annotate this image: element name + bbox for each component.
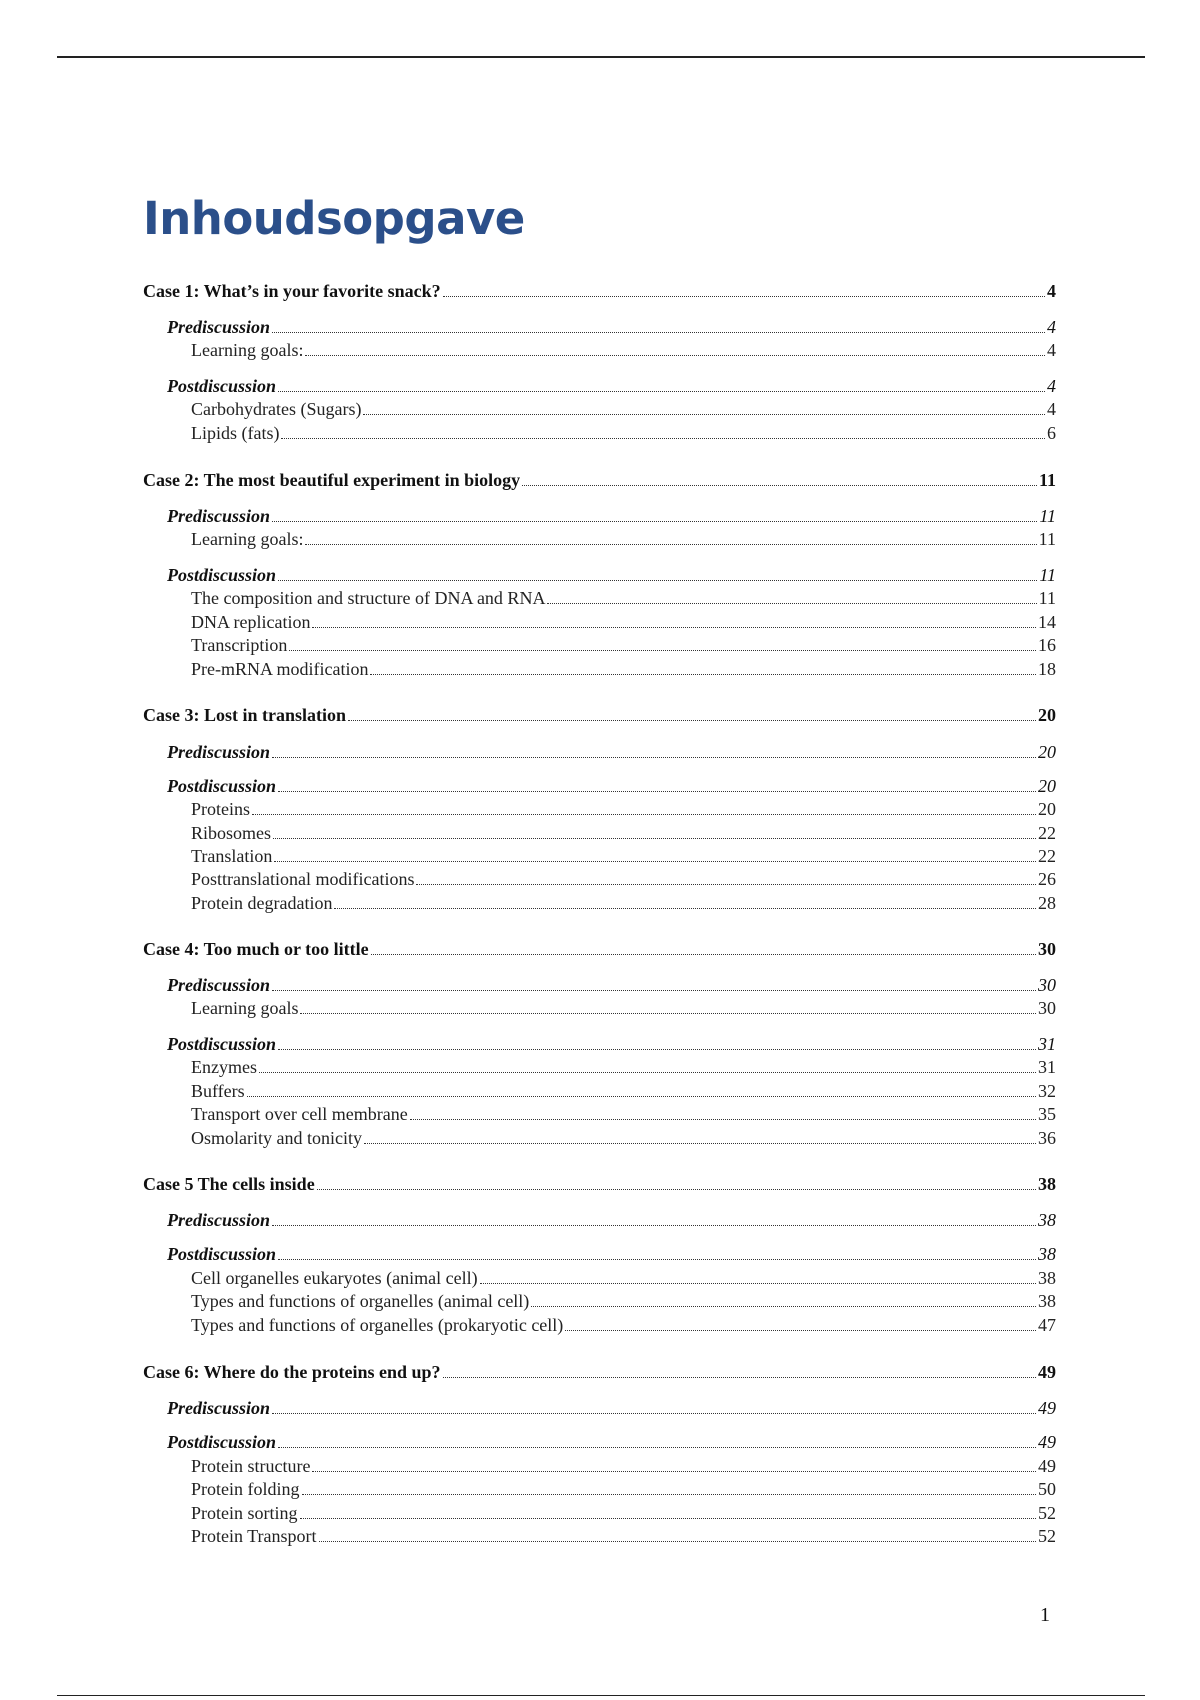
toc-dot-leader bbox=[273, 838, 1036, 839]
toc-dot-leader bbox=[370, 674, 1036, 675]
toc-page-number: 31 bbox=[1038, 1057, 1056, 1077]
toc-subsection-entry[interactable] bbox=[143, 1127, 1056, 1149]
toc-section-entry[interactable] bbox=[143, 1397, 1056, 1419]
toc-section-entry[interactable] bbox=[143, 1033, 1056, 1055]
toc-page-number: 38 bbox=[1038, 1244, 1056, 1264]
toc-dot-leader bbox=[522, 485, 1037, 486]
toc-label: Postdiscussion bbox=[167, 376, 277, 396]
toc-section-entry[interactable] bbox=[143, 741, 1056, 763]
toc-label: Prediscussion bbox=[167, 975, 271, 995]
toc-dot-leader bbox=[302, 1494, 1037, 1495]
toc-section-entry[interactable] bbox=[143, 1431, 1056, 1453]
toc-label: Transport over cell membrane bbox=[191, 1104, 408, 1124]
page-title: Inhoudsopgave bbox=[143, 192, 525, 245]
toc-page-number: 38 bbox=[1038, 1174, 1056, 1194]
toc-label: Protein folding bbox=[191, 1479, 300, 1499]
toc-subsection-entry[interactable] bbox=[143, 892, 1056, 914]
toc-label: Pre-mRNA modification bbox=[191, 659, 369, 679]
toc-label: Postdiscussion bbox=[167, 565, 277, 585]
toc-label: Case 4: Too much or too little bbox=[143, 939, 369, 959]
toc-dot-leader bbox=[272, 1225, 1036, 1226]
toc-subsection-entry[interactable] bbox=[143, 1290, 1056, 1312]
toc-dot-leader bbox=[278, 1049, 1036, 1050]
toc-page-number: 18 bbox=[1038, 659, 1056, 679]
toc-label: Postdiscussion bbox=[167, 1034, 277, 1054]
toc-subsection-entry[interactable] bbox=[143, 1455, 1056, 1477]
toc-page-number: 26 bbox=[1038, 869, 1056, 889]
toc-dot-leader bbox=[371, 954, 1036, 955]
header-rule bbox=[57, 56, 1145, 58]
toc-dot-leader bbox=[319, 1541, 1036, 1542]
toc-page-number: 4 bbox=[1047, 317, 1056, 337]
toc-page-number: 4 bbox=[1047, 399, 1056, 419]
toc-subsection-entry[interactable] bbox=[143, 1478, 1056, 1500]
toc-page-number: 30 bbox=[1038, 939, 1056, 959]
toc-label: Enzymes bbox=[191, 1057, 257, 1077]
toc-page-number: 20 bbox=[1038, 742, 1056, 762]
toc-label: Protein structure bbox=[191, 1456, 311, 1476]
toc-subsection-entry[interactable] bbox=[143, 1103, 1056, 1125]
toc-dot-leader bbox=[531, 1306, 1036, 1307]
toc-label: Prediscussion bbox=[167, 506, 271, 526]
toc-label: Types and functions of organelles (prokaryotic cell) bbox=[191, 1315, 564, 1335]
toc-page-number: 30 bbox=[1038, 975, 1056, 995]
toc-page-number: 38 bbox=[1038, 1268, 1056, 1288]
toc-section-entry[interactable] bbox=[143, 505, 1056, 527]
toc-dot-leader bbox=[547, 603, 1036, 604]
toc-case-entry[interactable] bbox=[143, 280, 1056, 302]
toc-subsection-entry[interactable] bbox=[143, 868, 1056, 890]
toc-dot-leader bbox=[281, 438, 1045, 439]
toc-subsection-entry[interactable] bbox=[143, 1502, 1056, 1524]
toc-section-entry[interactable] bbox=[143, 316, 1056, 338]
toc-subsection-entry[interactable] bbox=[143, 339, 1056, 361]
toc-page-number: 36 bbox=[1038, 1128, 1056, 1148]
toc-dot-leader bbox=[410, 1119, 1036, 1120]
toc-label: Protein Transport bbox=[191, 1526, 317, 1546]
toc-page-number: 11 bbox=[1039, 506, 1056, 526]
toc-dot-leader bbox=[272, 757, 1036, 758]
toc-subsection-entry[interactable] bbox=[143, 528, 1056, 550]
toc-page-number: 11 bbox=[1038, 588, 1056, 608]
toc-case-entry[interactable] bbox=[143, 704, 1056, 726]
toc-case-entry[interactable] bbox=[143, 1173, 1056, 1195]
toc-dot-leader bbox=[312, 1471, 1036, 1472]
toc-label: Types and functions of organelles (animal cell) bbox=[191, 1291, 530, 1311]
toc-subsection-entry[interactable] bbox=[143, 658, 1056, 680]
toc-subsection-entry[interactable] bbox=[143, 1267, 1056, 1289]
toc-page-number: 38 bbox=[1038, 1291, 1056, 1311]
toc-label: Transcription bbox=[191, 635, 288, 655]
toc-page-number: 11 bbox=[1038, 470, 1056, 490]
toc-dot-leader bbox=[443, 1377, 1036, 1378]
toc-case-entry[interactable] bbox=[143, 1361, 1056, 1383]
toc-dot-leader bbox=[348, 720, 1036, 721]
toc-dot-leader bbox=[272, 332, 1045, 333]
toc-label: Case 5 The cells inside bbox=[143, 1174, 315, 1194]
toc-page-number: 30 bbox=[1038, 998, 1056, 1018]
toc-page-number: 52 bbox=[1038, 1503, 1056, 1523]
toc-page-number: 4 bbox=[1047, 340, 1056, 360]
toc-dot-leader bbox=[252, 814, 1036, 815]
toc-subsection-entry[interactable] bbox=[143, 997, 1056, 1019]
toc-subsection-entry[interactable] bbox=[143, 611, 1056, 633]
toc-subsection-entry[interactable] bbox=[143, 398, 1056, 420]
toc-label: Posttranslational modifications bbox=[191, 869, 415, 889]
toc-dot-leader bbox=[317, 1189, 1036, 1190]
toc-label: Prediscussion bbox=[167, 1398, 271, 1418]
toc-dot-leader bbox=[305, 355, 1045, 356]
toc-label: Learning goals bbox=[191, 998, 299, 1018]
toc-label: Cell organelles eukaryotes (animal cell) bbox=[191, 1268, 478, 1288]
toc-dot-leader bbox=[305, 544, 1036, 545]
toc-subsection-entry[interactable] bbox=[143, 822, 1056, 844]
toc-label: Postdiscussion bbox=[167, 1244, 277, 1264]
toc-label: Case 1: What’s in your favorite snack? bbox=[143, 281, 441, 301]
toc-dot-leader bbox=[274, 861, 1036, 862]
toc-page-number: 31 bbox=[1038, 1034, 1056, 1054]
toc-label: Translation bbox=[191, 846, 273, 866]
toc-page-number: 49 bbox=[1038, 1398, 1056, 1418]
toc-label: Protein degradation bbox=[191, 893, 333, 913]
toc-page-number: 22 bbox=[1038, 846, 1056, 866]
toc-label: Case 2: The most beautiful experiment in biology bbox=[143, 470, 521, 490]
toc-subsection-entry[interactable] bbox=[143, 634, 1056, 656]
toc-subsection-entry[interactable] bbox=[143, 1056, 1056, 1078]
toc-page-number: 49 bbox=[1038, 1432, 1056, 1452]
toc-page-number: 4 bbox=[1047, 376, 1056, 396]
toc-page-number: 4 bbox=[1047, 281, 1056, 301]
toc-label: Prediscussion bbox=[167, 742, 271, 762]
toc-dot-leader bbox=[443, 296, 1045, 297]
toc-dot-leader bbox=[278, 1259, 1036, 1260]
toc-page-number: 11 bbox=[1039, 565, 1056, 585]
toc-dot-leader bbox=[364, 1143, 1036, 1144]
toc-dot-leader bbox=[272, 990, 1036, 991]
toc-page-number: 49 bbox=[1038, 1362, 1056, 1382]
toc-label: Case 6: Where do the proteins end up? bbox=[143, 1362, 441, 1382]
toc-subsection-entry[interactable] bbox=[143, 798, 1056, 820]
toc-section-entry[interactable] bbox=[143, 775, 1056, 797]
toc-page-number: 47 bbox=[1038, 1315, 1056, 1335]
toc-label: The composition and structure of DNA and RNA bbox=[191, 588, 546, 608]
toc-label: Postdiscussion bbox=[167, 776, 277, 796]
toc-dot-leader bbox=[278, 391, 1045, 392]
toc-page-number: 16 bbox=[1038, 635, 1056, 655]
toc-page-number: 35 bbox=[1038, 1104, 1056, 1124]
toc-label: Lipids (fats) bbox=[191, 423, 280, 443]
toc-dot-leader bbox=[272, 1413, 1036, 1414]
toc-label: Postdiscussion bbox=[167, 1432, 277, 1452]
toc-page-number: 49 bbox=[1038, 1456, 1056, 1476]
toc-page-number: 20 bbox=[1038, 776, 1056, 796]
toc-dot-leader bbox=[300, 1013, 1036, 1014]
toc-dot-leader bbox=[278, 1447, 1036, 1448]
toc-dot-leader bbox=[278, 580, 1037, 581]
toc-page-number: 28 bbox=[1038, 893, 1056, 913]
toc-section-entry[interactable] bbox=[143, 1243, 1056, 1265]
toc-label: Osmolarity and tonicity bbox=[191, 1128, 362, 1148]
toc-subsection-entry[interactable] bbox=[143, 1314, 1056, 1336]
toc-label: Ribosomes bbox=[191, 823, 272, 843]
toc-label: Prediscussion bbox=[167, 317, 271, 337]
toc-page-number: 32 bbox=[1038, 1081, 1056, 1101]
toc-section-entry[interactable] bbox=[143, 375, 1056, 397]
toc-label: Case 3: Lost in translation bbox=[143, 705, 347, 725]
toc-section-entry[interactable] bbox=[143, 1209, 1056, 1231]
page-number: 1 bbox=[1040, 1604, 1050, 1626]
toc-page-number: 11 bbox=[1038, 529, 1056, 549]
toc-dot-leader bbox=[278, 791, 1036, 792]
toc-page-number: 52 bbox=[1038, 1526, 1056, 1546]
toc-dot-leader bbox=[312, 627, 1036, 628]
toc-page-number: 38 bbox=[1038, 1210, 1056, 1230]
toc-dot-leader bbox=[247, 1096, 1036, 1097]
toc-label: Carbohydrates (Sugars) bbox=[191, 399, 362, 419]
toc-page-number: 20 bbox=[1038, 799, 1056, 819]
toc-dot-leader bbox=[259, 1072, 1036, 1073]
toc-label: Buffers bbox=[191, 1081, 245, 1101]
toc-label: Proteins bbox=[191, 799, 251, 819]
footer-rule bbox=[57, 1695, 1145, 1696]
toc-case-entry[interactable] bbox=[143, 938, 1056, 960]
toc-page-number: 20 bbox=[1038, 705, 1056, 725]
toc-dot-leader bbox=[363, 414, 1045, 415]
toc-subsection-entry[interactable] bbox=[143, 1525, 1056, 1547]
toc-subsection-entry[interactable] bbox=[143, 1080, 1056, 1102]
toc-dot-leader bbox=[289, 650, 1036, 651]
toc-page-number: 22 bbox=[1038, 823, 1056, 843]
toc-page-number: 50 bbox=[1038, 1479, 1056, 1499]
toc-label: Protein sorting bbox=[191, 1503, 298, 1523]
toc-label: DNA replication bbox=[191, 612, 311, 632]
toc-page-number: 6 bbox=[1047, 423, 1056, 443]
toc-case-entry[interactable] bbox=[143, 469, 1056, 491]
toc-section-entry[interactable] bbox=[143, 564, 1056, 586]
toc-subsection-entry[interactable] bbox=[143, 845, 1056, 867]
toc-dot-leader bbox=[480, 1283, 1036, 1284]
toc-page-number: 14 bbox=[1038, 612, 1056, 632]
toc-dot-leader bbox=[565, 1330, 1036, 1331]
toc-dot-leader bbox=[272, 521, 1037, 522]
toc-label: Learning goals: bbox=[191, 340, 304, 360]
toc-section-entry[interactable] bbox=[143, 974, 1056, 996]
toc-dot-leader bbox=[416, 884, 1036, 885]
toc-label: Prediscussion bbox=[167, 1210, 271, 1230]
toc-label: Learning goals: bbox=[191, 529, 304, 549]
toc-dot-leader bbox=[300, 1518, 1037, 1519]
toc-subsection-entry[interactable] bbox=[143, 587, 1056, 609]
toc-subsection-entry[interactable] bbox=[143, 422, 1056, 444]
toc-dot-leader bbox=[334, 908, 1036, 909]
